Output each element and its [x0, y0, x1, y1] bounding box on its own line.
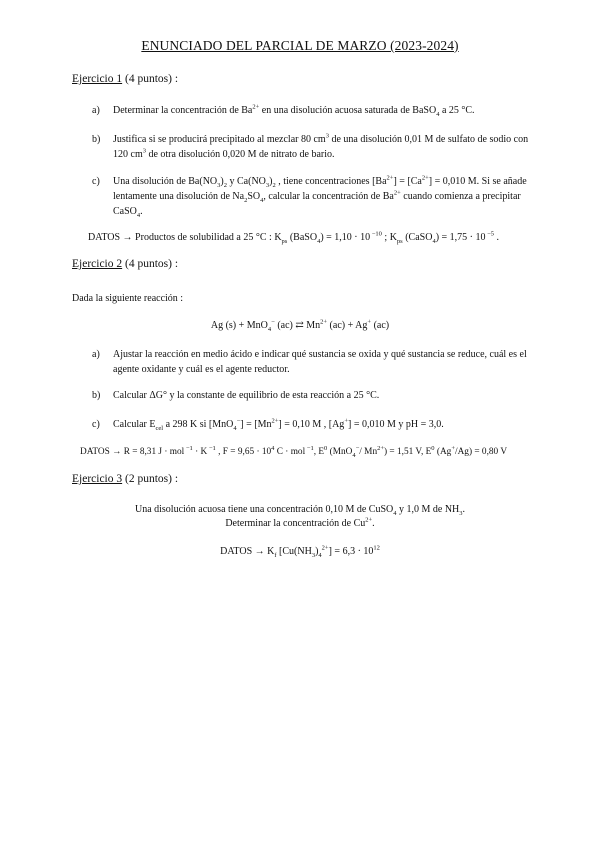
exercise-2-intro: Dada la siguiente reacción :: [72, 293, 184, 304]
item-label: c): [92, 176, 100, 187]
exercise-1-title: Ejercicio 1: [72, 73, 123, 85]
exercise-2-data: DATOS → R = 8,31 J · mol $^{-1}$ · K $^{-1}$ , $F = 9,65 \cdot 10^4$ C · mol $^{-1}$, $E^0$ (MnO$_4$−/ $Mn^{2+}) = 1,51$ V, $E^0$ (Ag+/Ag) = 0,80 V: [80, 444, 508, 459]
item-text: Justifica si se producirá precipitado al mezclar 80 $cm^3$ de una disolución 0,01 M de sulfato de sodio con 120 $cm^3$ de otra disolución 0,020 M de nitrato de bario.: [113, 132, 529, 160]
item-text: Calcular ΔG° y la constante de equilibrio de esta reacción a 25 °C.: [113, 390, 380, 401]
item-text: Determinar la concentración de $Ba^{2+}$ en una disolución acuosa saturada de BaSO$_4$ a 25 °C.: [113, 103, 475, 118]
exercise-3-statement-line-2: Determinar la concentración de $Cu^{2+}$.: [225, 516, 375, 529]
exercise-2-item-c: [92, 417, 532, 432]
exercise-1-item-c: [92, 174, 532, 219]
item-text: Calcular $E_{cel}$ a 298 K si $[MnO_4^-] = [Mn^{2+}] = 0,10$ M , [Ag+] = 0,010 M y pH = 3,0.: [113, 417, 444, 432]
exercise-1-item-a: [92, 103, 532, 118]
item-label: b): [92, 134, 101, 145]
exercise-3-statement-line-1: Una disolución acuosa tiene una concentración 0,10 M de CuSO$_4$ y 1,0 M de $NH_3$.: [134, 504, 466, 517]
exercise-1-data: DATOS → Productos de solubilidad a 25 °C : $K_{ps}$ (BaSO$_4$) = 1,10 · 10 $^{-10}$ ; $K_{ps}$ (CaSO$_4$) = 1,75 · 10 $^{-5}$ .: [88, 230, 500, 245]
exercise-2-heading: [72, 258, 178, 270]
exercise-3-data: DATOS → $K_f$ $[Cu(NH_3)_4^{2+}] = 6,3 \cdot 10^{12}$: [220, 544, 380, 559]
exercise-3-title: Ejercicio 3: [72, 473, 123, 485]
exercise-3-heading: [72, 473, 178, 485]
exercise-1-item-b: [92, 132, 532, 162]
exercise-1-points: (4 puntos) :: [122, 73, 179, 85]
exercise-2-points: (4 puntos) :: [122, 258, 179, 270]
exercise-2-item-b: [92, 388, 532, 403]
exercise-3-points: (2 puntos) :: [122, 473, 179, 485]
item-text: Una disolución de $Ba(NO_3)_2$ y $Ca(NO_3)_2$ , tiene concentraciones $[Ba^{2+}] = [Ca^{2+}] = 0,010$ M. Si se añade lentamente una disolución de $Na_2SO_4$, calcular la concentración de $Ba^{2+}$ cuando comienza a precipitar CaSO$_4$.: [113, 174, 527, 219]
page-title: ENUNCIADO DEL PARCIAL DE MARZO (2023-2024): [141, 38, 459, 53]
exercise-1-heading: [72, 73, 178, 85]
exercise-2-title: Ejercicio 2: [72, 258, 123, 270]
item-label: c): [92, 419, 100, 430]
exercise-2-item-a: [92, 347, 532, 377]
item-text: Ajustar la reacción en medio ácido e indicar qué sustancia se oxida y qué sustancia se reduce, cuál es el agente oxidante y cuál es el agente reductor.: [113, 349, 527, 375]
item-label: b): [92, 390, 101, 401]
item-label: a): [92, 349, 100, 360]
reaction-equation: Ag (s) + MnO$_4$− (ac) ⇄ $Mn^{2+}$ (ac) + Ag+ (ac): [210, 318, 390, 333]
item-label: a): [92, 105, 100, 116]
